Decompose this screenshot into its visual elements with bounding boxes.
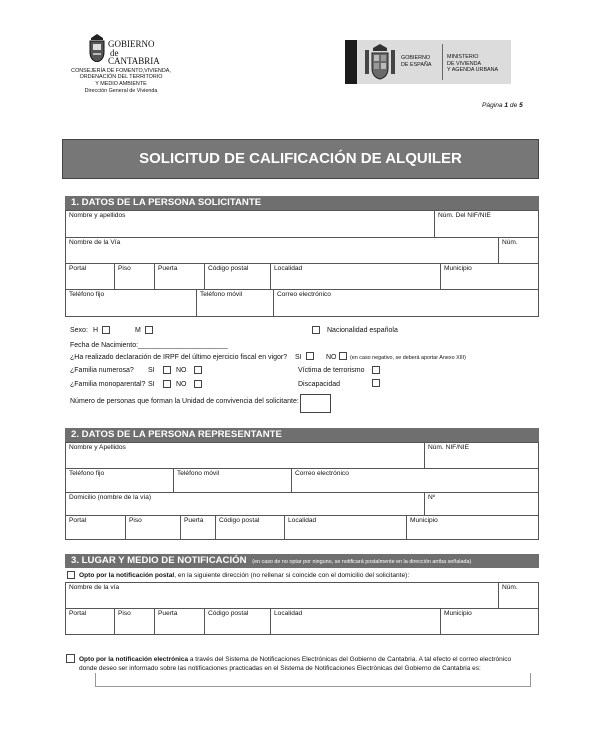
rep-localidad-field[interactable]: Localidad — [284, 515, 407, 540]
rep-codigo-postal-field[interactable]: Código postal — [215, 515, 285, 540]
sexo-h-checkbox[interactable] — [102, 326, 110, 334]
portal-field[interactable]: Portal — [65, 263, 115, 290]
monoparental-si-label: SI — [148, 381, 155, 388]
nombre-apellidos-field[interactable]: Nombre y apellidos — [65, 210, 435, 238]
sexo-label: Sexo: — [70, 327, 88, 334]
notificacion-electronica-checkbox[interactable] — [66, 654, 75, 663]
monoparental-no-label: NO — [176, 381, 187, 388]
numero-field[interactable]: Núm. — [498, 237, 539, 264]
puerta-field[interactable]: Puerta — [154, 263, 205, 290]
ministerio-1: MINISTERIO — [447, 54, 479, 60]
numerosa-si-label: SI — [148, 367, 155, 374]
page-number: Página 1 de 5 — [482, 102, 523, 109]
irpf-note: (en caso negativo, se deberá aportar Anexo XIII) — [350, 355, 466, 361]
irpf-label: ¿Ha realizado declaración de IRPF del último ejercicio fiscal en vigor? — [70, 354, 288, 361]
notif-municipio-field[interactable]: Municipio — [440, 608, 539, 635]
ministerio-3: Y AGENDA URBANA — [447, 67, 499, 73]
form-title: SOLICITUD DE CALIFICACIÓN DE ALQUILER — [62, 139, 539, 179]
section-3-heading: 3. LUGAR Y MEDIO DE NOTIFICACIÓN (en caso de no optar por ninguno, se notificará postalmente en la dirección arriba señalada) — [65, 554, 539, 568]
gobierno-espana-1: GOBIERNO — [401, 55, 431, 61]
sexo-m-checkbox[interactable] — [145, 326, 153, 334]
telefono-movil-field[interactable]: Teléfono móvil — [196, 289, 274, 317]
notif-portal-field[interactable]: Portal — [65, 608, 115, 635]
rep-nif-field[interactable]: Núm. NIF/NIE — [424, 442, 539, 469]
section-2-heading: 2. DATOS DE LA PERSONA REPRESENTANTE — [65, 428, 539, 442]
piso-field[interactable]: Piso — [114, 263, 155, 290]
rep-numero-field[interactable]: Nº — [424, 492, 539, 516]
rep-telefono-movil-field[interactable]: Teléfono móvil — [173, 468, 292, 493]
familia-monoparental-label: ¿Familia monoparental? — [70, 381, 146, 388]
rep-portal-field[interactable]: Portal — [65, 515, 126, 540]
victima-terrorismo-checkbox[interactable] — [372, 366, 380, 374]
unidad-convivencia-label: Número de personas que forman la Unidad de convivencia del solicitante: — [70, 398, 299, 405]
municipio-field[interactable]: Municipio — [440, 263, 539, 290]
notif-puerta-field[interactable]: Puerta — [154, 608, 205, 635]
localidad-field[interactable]: Localidad — [270, 263, 441, 290]
gobierno-espana-2: DE ESPAÑA — [401, 61, 432, 68]
notif-codigo-postal-field[interactable]: Código postal — [204, 608, 271, 635]
section-1-heading: 1. DATOS DE LA PERSONA SOLICITANTE — [65, 196, 539, 210]
numerosa-si-checkbox[interactable] — [163, 366, 171, 374]
rep-telefono-fijo-field[interactable]: Teléfono fijo — [65, 468, 174, 493]
rep-puerta-field[interactable]: Puerta — [180, 515, 216, 540]
monoparental-si-checkbox[interactable] — [163, 380, 171, 388]
numerosa-no-checkbox[interactable] — [194, 366, 202, 374]
nombre-via-field[interactable]: Nombre de la Vía — [65, 237, 499, 264]
rep-piso-field[interactable]: Piso — [125, 515, 181, 540]
rep-nombre-field[interactable]: Nombre y Apellidos — [65, 442, 425, 469]
notif-piso-field[interactable]: Piso — [114, 608, 155, 635]
monoparental-no-checkbox[interactable] — [194, 380, 202, 388]
discapacidad-checkbox[interactable] — [372, 379, 380, 387]
telefono-fijo-field[interactable]: Teléfono fijo — [65, 289, 197, 317]
victima-terrorismo-label: Víctima de terrorismo — [298, 367, 365, 374]
familia-numerosa-label: ¿Familia numerosa? — [70, 367, 134, 374]
nif-nie-field[interactable]: Núm. Del NIF/NIE — [434, 210, 539, 238]
nacionalidad-checkbox[interactable] — [312, 326, 320, 334]
rep-correo-field[interactable]: Correo electrónico — [291, 468, 539, 493]
notificacion-electronica-label: Opto por la notificación electrónica a través del Sistema de Notificaciones Electrónicas del Gobierno de Cantabria. A tal efecto el correo electrónico donde deseo ser informado sobre las notificaciones practicadas en el Sistema de Notificaciones Electrónicas del Gobierno de Cantabria es: — [79, 656, 512, 672]
rep-domicilio-field[interactable]: Domicilio (nombre de la vía) — [65, 492, 425, 516]
spain-coat-of-arms-icon — [363, 44, 397, 80]
flag-strip — [345, 40, 357, 84]
numerosa-no-label: NO — [176, 367, 187, 374]
fecha-nacimiento-label: Fecha de Nacimiento:_______________________ — [70, 342, 228, 349]
notificacion-postal-checkbox[interactable] — [67, 571, 75, 579]
notif-numero-field[interactable]: Núm. — [498, 582, 539, 609]
notificacion-postal-label: Opto por la notificación postal, en la siguiente dirección (no rellenar si coincide con el domicilio del solicitante): — [79, 572, 410, 579]
notif-localidad-field[interactable]: Localidad — [270, 608, 441, 635]
unidad-convivencia-input[interactable] — [300, 394, 331, 413]
irpf-si-label: SI — [295, 354, 302, 361]
irpf-si-checkbox[interactable] — [306, 352, 314, 360]
codigo-postal-field[interactable]: Código postal — [204, 263, 271, 290]
cantabria-logo-text: GOBIERNO de CANTABRIA — [108, 39, 160, 67]
discapacidad-label: Discapacidad — [298, 381, 341, 388]
correo-notificacion-field[interactable] — [95, 673, 531, 687]
irpf-no-label: NO — [326, 354, 337, 361]
irpf-no-checkbox[interactable] — [339, 352, 347, 360]
ministerio-2: DE VIVIENDA — [447, 60, 482, 67]
notif-nombre-via-field[interactable]: Nombre de la vía — [65, 582, 499, 609]
spain-ministry-logo — [345, 40, 511, 84]
nacionalidad-label: Nacionalidad española — [327, 327, 398, 334]
consejeria-text: CONSEJERÍA DE FOMENTO,VIVIENDA, ORDENACIÓN DEL TERRITORIO Y MEDIO AMBIENTE Dirección General de Vivienda — [71, 68, 171, 94]
sexo-h-label: H — [93, 327, 99, 334]
sexo-m-label: M — [135, 327, 141, 334]
rep-municipio-field[interactable]: Municipio — [406, 515, 539, 540]
correo-electronico-field[interactable]: Correo electrónico — [273, 289, 539, 317]
cantabria-crest-icon — [88, 34, 106, 62]
